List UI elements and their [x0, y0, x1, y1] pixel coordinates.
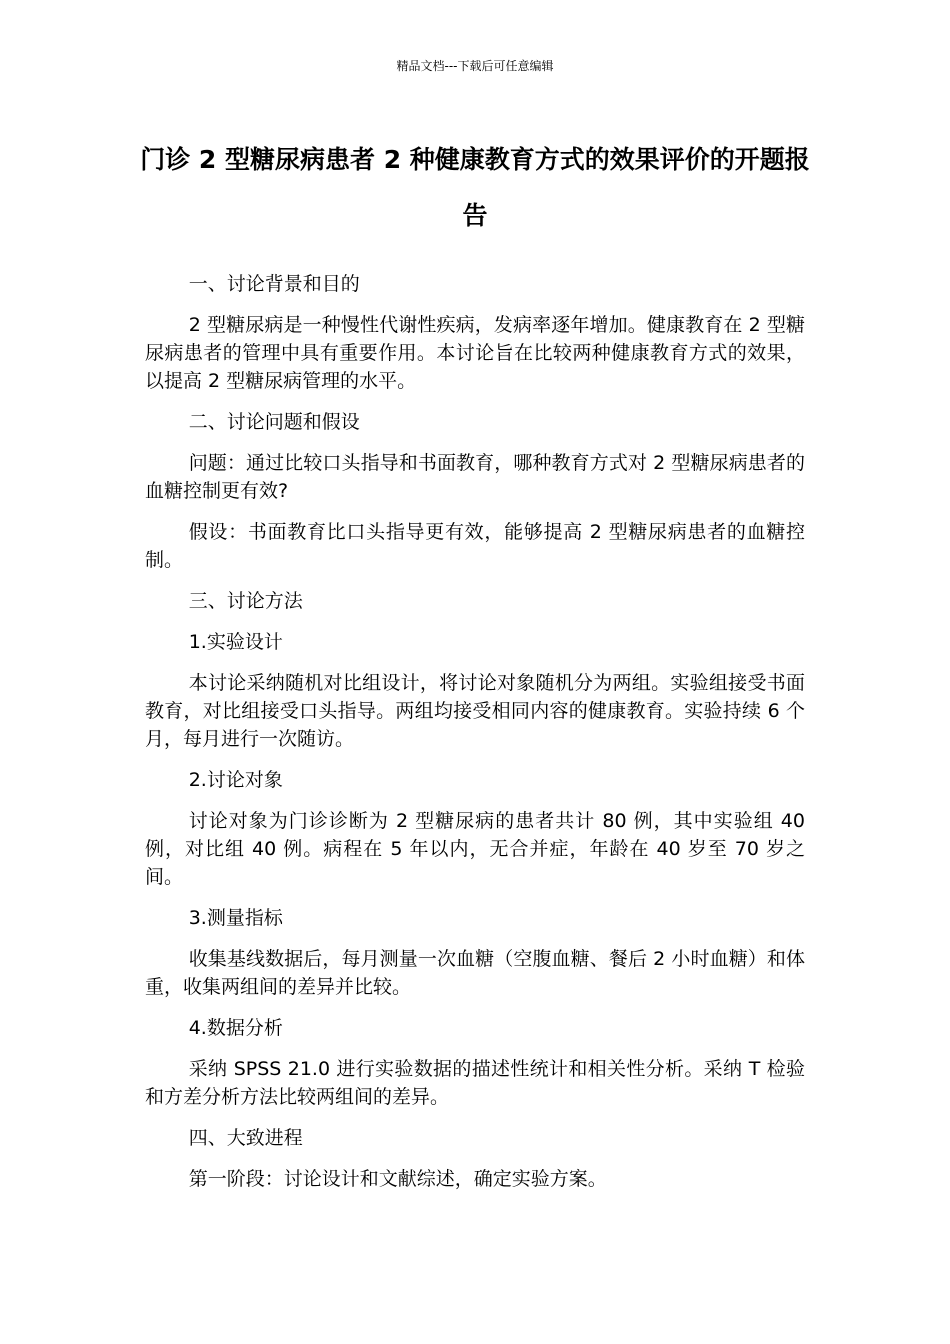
header-note: 精品文档---下载后可任意编辑	[396, 59, 554, 73]
paragraph-background: 2 型糖尿病是一种慢性代谢性疾病，发病率逐年增加。健康教育在 2 型糖尿病患者的管理中具有重要作用。本讨论旨在比较两种健康教育方式的效果，以提高 2 型糖尿病管理的水平。	[145, 314, 805, 392]
paragraph-phase-one: 第一阶段：讨论设计和文献综述，确定实验方案。	[188, 1168, 607, 1190]
section-heading-questions: 二、讨论问题和假设	[188, 411, 360, 433]
subheading-subjects: 2.讨论对象	[188, 769, 283, 791]
paragraph-question: 问题：通过比较口头指导和书面教育，哪种教育方式对 2 型糖尿病患者的血糖控制更有效?	[145, 452, 805, 502]
paragraph-hypothesis: 假设：书面教育比口头指导更有效，能够提高 2 型糖尿病患者的血糖控制。	[145, 521, 805, 571]
paragraph-subjects: 讨论对象为门诊诊断为 2 型糖尿病的患者共计 80 例，其中实验组 40 例，对比组 40 例。病程在 5 年以内，无合并症，年龄在 40 岁至 70 岁之间。	[145, 810, 805, 888]
paragraph-analysis: 采纳 SPSS 21.0 进行实验数据的描述性统计和相关性分析。采纳 T 检验和方差分析方法比较两组间的差异。	[145, 1058, 805, 1108]
subheading-design: 1.实验设计	[188, 631, 283, 653]
subheading-analysis: 4.数据分析	[188, 1017, 283, 1039]
paragraph-design: 本讨论采纳随机对比组设计，将讨论对象随机分为两组。实验组接受书面教育，对比组接受口头指导。两组均接受相同内容的健康教育。实验持续 6 个月，每月进行一次随访。	[145, 672, 805, 750]
section-heading-background: 一、讨论背景和目的	[188, 273, 360, 295]
section-heading-methods: 三、讨论方法	[188, 590, 303, 612]
document-body	[145, 270, 805, 1206]
document-title: 门诊 2 型糖尿病患者 2 种健康教育方式的效果评价的开题报告	[140, 145, 810, 230]
paragraph-measures: 收集基线数据后，每月测量一次血糖（空腹血糖、餐后 2 小时血糖）和体重，收集两组间的差异并比较。	[145, 948, 805, 998]
section-heading-schedule: 四、大致进程	[188, 1127, 303, 1149]
subheading-measures: 3.测量指标	[188, 907, 283, 929]
